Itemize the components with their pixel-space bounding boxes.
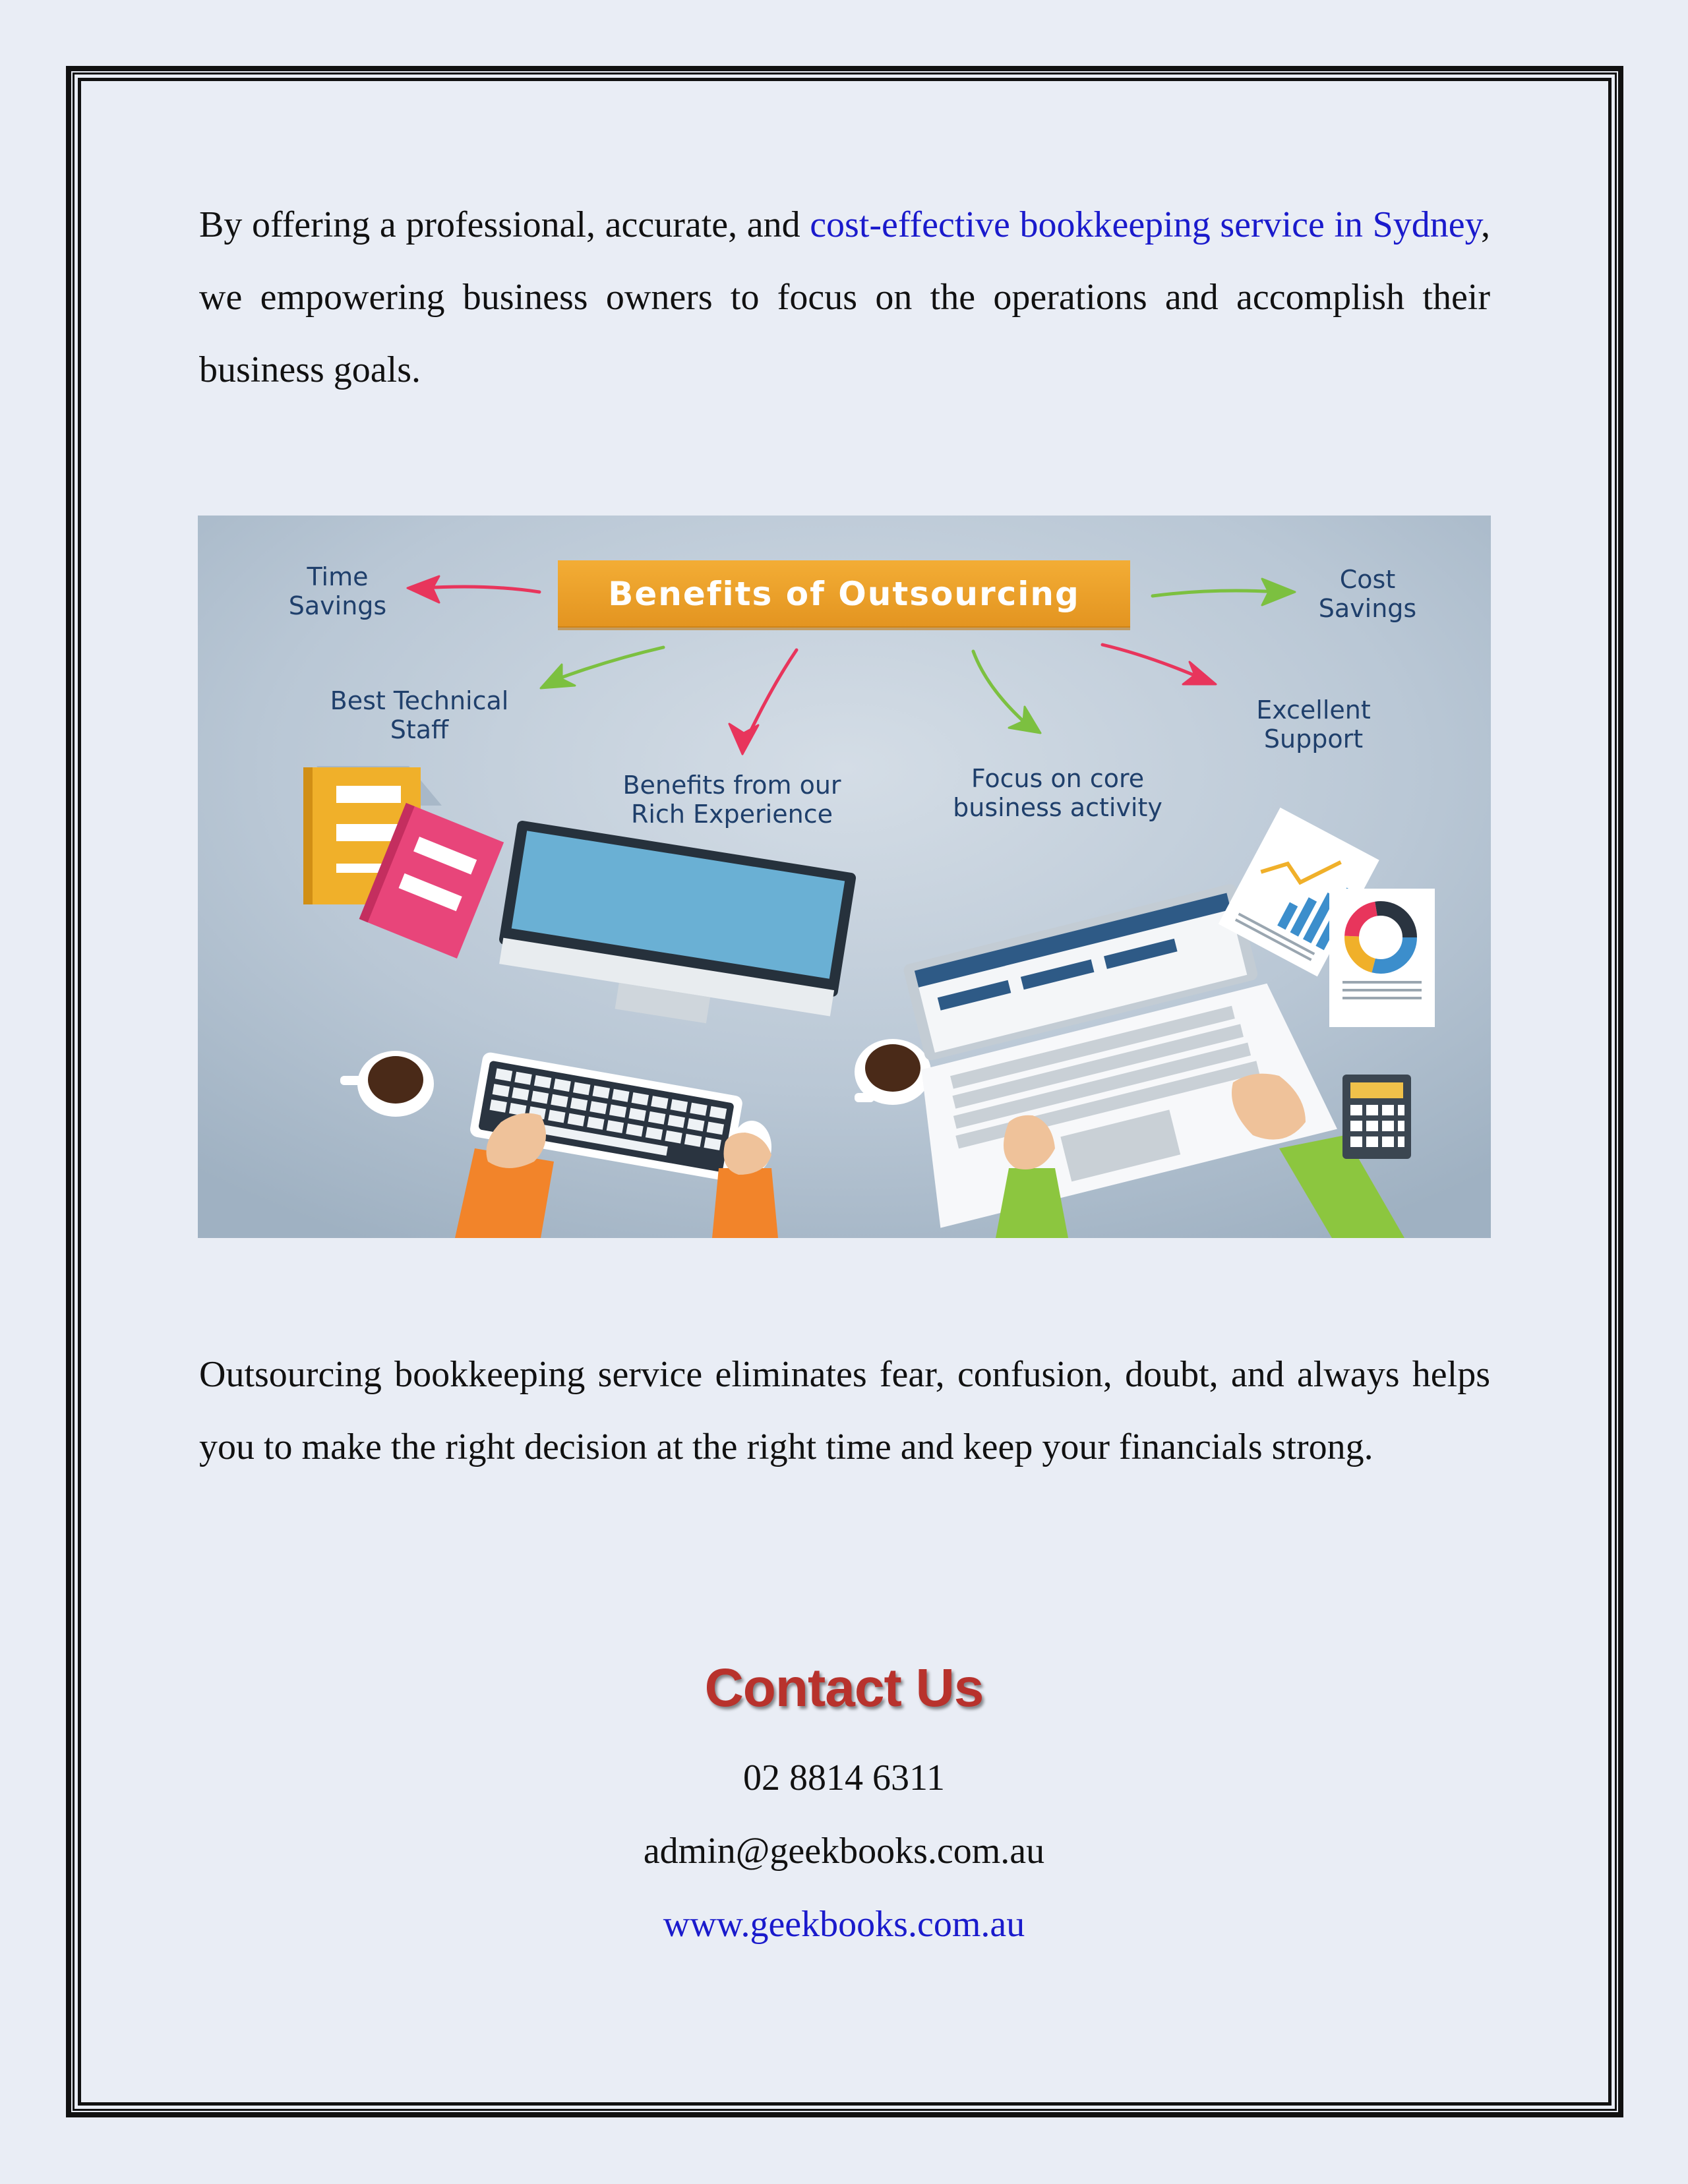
bookkeeping-service-link[interactable]: cost-effective bookkeeping service in Sydney <box>810 204 1482 245</box>
label-rich-experience <box>622 771 841 829</box>
label-excellent-support <box>1256 695 1371 753</box>
svg-text:Best Technical: Best Technical <box>330 686 509 715</box>
svg-text:Rich Experience: Rich Experience <box>631 800 833 829</box>
website-link[interactable]: www.geekbooks.com.au <box>663 1904 1025 1945</box>
svg-text:Focus on core: Focus on core <box>971 764 1145 793</box>
pie-chart-document-icon <box>1329 889 1435 1027</box>
coffee-cup-icon <box>855 1039 931 1105</box>
svg-text:business activity: business activity <box>953 793 1162 822</box>
contact-title: Contact Us <box>704 1658 984 1718</box>
svg-text:Excellent: Excellent <box>1256 695 1371 724</box>
benefits-infographic <box>198 516 1491 1238</box>
svg-text:Savings: Savings <box>288 591 387 620</box>
infographic-header <box>558 560 1130 630</box>
svg-text:Benefits from our: Benefits from our <box>622 771 841 800</box>
svg-text:Support: Support <box>1263 724 1364 753</box>
intro-text-after: , we empowering business owners to focus on the operations and accomplish their business goals. <box>199 204 1491 390</box>
svg-text:Cost: Cost <box>1339 565 1396 594</box>
svg-text:Time: Time <box>307 562 369 591</box>
contact-email[interactable]: admin@geekbooks.com.au <box>643 1831 1045 1872</box>
svg-text:Staff: Staff <box>390 715 449 744</box>
intro-paragraph <box>199 189 1490 406</box>
svg-text:Savings: Savings <box>1318 594 1417 623</box>
calculator-icon <box>1342 1075 1411 1159</box>
contact-phone[interactable]: 02 8814 6311 <box>743 1757 945 1798</box>
label-core-business <box>953 764 1162 822</box>
intro-text-before: By offering a professional, accurate, and <box>199 204 810 245</box>
infographic-header-text: Benefits of Outsourcing <box>608 575 1080 613</box>
outsourcing-paragraph: Outsourcing bookkeeping service eliminates fear, confusion, doubt, and always helps you to make the right decision at the right time and keep your financials strong. <box>199 1354 1490 1467</box>
